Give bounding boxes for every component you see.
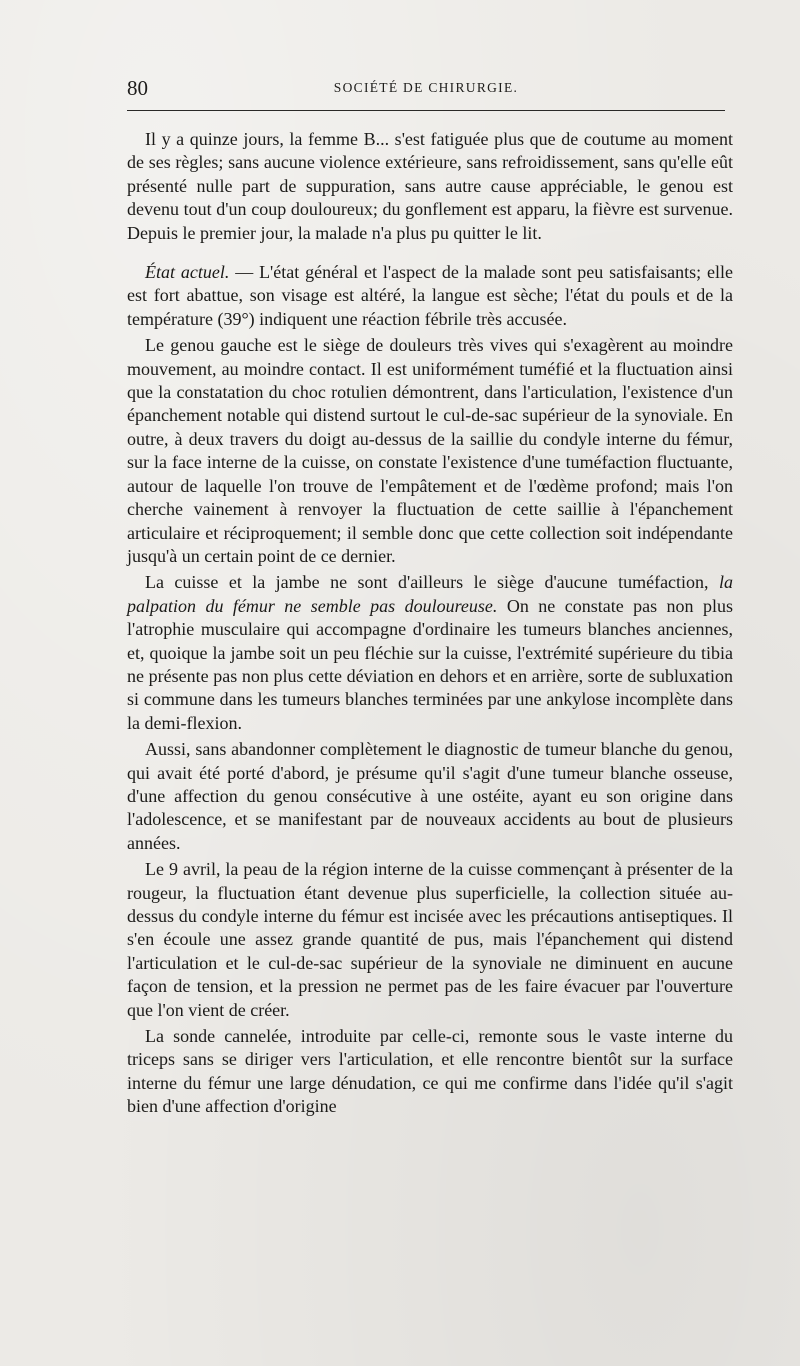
paragraph-7: La sonde cannelée, introduite par celle-ci, remonte sous le vaste interne du triceps sans se diriger vers l'articulation, et elle rencontre bientôt sur la surface interne du fémur une large dénudation, ce qui me confirme dans l'idée qu'il s'agit bien d'une affection d'origine [127, 1026, 733, 1117]
paragraph-4-text-b: On ne constate pas non plus l'atrophie musculaire qui accompagne d'ordinaire les tumeurs blanches anciennes, et, quoique la jambe soit un peu fléchie sur la cuisse, l'extrémité supérieure du tibia ne présente pas non plus cette déviation en dehors et en arrière, sorte de subluxation si commune dans les tumeurs blanches terminées par une ankylose incomplète dans la demi-flexion. [127, 595, 734, 733]
paragraph-2 [127, 261, 733, 331]
paragraph-4-text-a: La cuisse et la jambe ne sont d'ailleurs le siège d'aucune tuméfaction, [145, 572, 719, 593]
section-heading: État actuel. [145, 262, 230, 283]
page-header [127, 76, 725, 100]
paragraph-4-italic: la palpation du fémur ne semble pas douloureuse. [127, 572, 733, 616]
paragraph-gap [127, 245, 733, 261]
paragraph-6: Le 9 avril, la peau de la région interne de la cuisse commençant à présenter de la rougeur, la fluctuation étant devenue plus superficielle, la collection située au-dessus du condyle interne du fémur est incisée avec les précautions antiseptiques. Il s'en écoule une assez grande quantité de pus, mais l'épanchement qui distend l'articulation et le cul-de-sac supérieur de la synoviale ne diminuent en aucune façon de tension, et la pression ne permet pas de les faire évacuer par l'ouverture que l'on vient de créer. [127, 859, 733, 1020]
paragraph-4 [127, 571, 733, 735]
running-title: SOCIÉTÉ DE CHIRURGIE. [333, 80, 519, 95]
header-rule [127, 110, 725, 111]
paragraph-2-text: — L'état général et l'aspect de la malade sont peu satisfaisants; elle est fort abattue, son visage est altéré, la langue est sèche; l'état du pouls et de la température (39°) indiquent une réaction fébrile très accusée. [127, 262, 733, 329]
paragraph-5: Aussi, sans abandonner complètement le diagnostic de tumeur blanche du genou, qui avait été porté d'abord, je présume qu'il s'agit d'une tumeur blanche osseuse, d'une affection du genou consécutive à une ostéite, ayant eu son origine dans l'adolescence, et se manifestant par de nouveaux accidents au bout de plusieurs années. [127, 739, 733, 853]
paragraph-3: Le genou gauche est le siège de douleurs très vives qui s'exagèrent au moindre mouvement, au moindre contact. Il est uniformément tuméfié et la fluctuation ainsi que la constatation du choc rotulien démontrent, dans l'articulation, l'existence d'un épanchement notable qui distend surtout le cul-de-sac supérieur de la synoviale. En outre, à deux travers du doigt au-dessus de la saillie du condyle interne du fémur, sur la face interne de la cuisse, on constate l'existence d'une tuméfaction fluctuante, autour de laquelle l'on trouve de l'empâtement et de l'œdème profond; mais l'on cherche vainement à renvoyer la fluctuation de cette saillie à l'épanchement articulaire et réciproquement; il semble donc que cette collection soit indépendante jusqu'à un certain point de ce dernier. [127, 335, 733, 566]
page-number: 80 [127, 76, 148, 100]
paragraph-1: Il y a quinze jours, la femme B... s'est fatiguée plus que de coutume au moment de ses règles; sans aucune violence extérieure, sans refroidissement, sans qu'elle eût présenté nulle part de suppuration, sans autre cause appréciable, le genou est devenu tout d'un coup douloureux; du gonflement est apparu, la fièvre est survenue. Depuis le premier jour, la malade n'a plus pu quitter le lit. [127, 129, 733, 243]
body-text [127, 128, 733, 1119]
